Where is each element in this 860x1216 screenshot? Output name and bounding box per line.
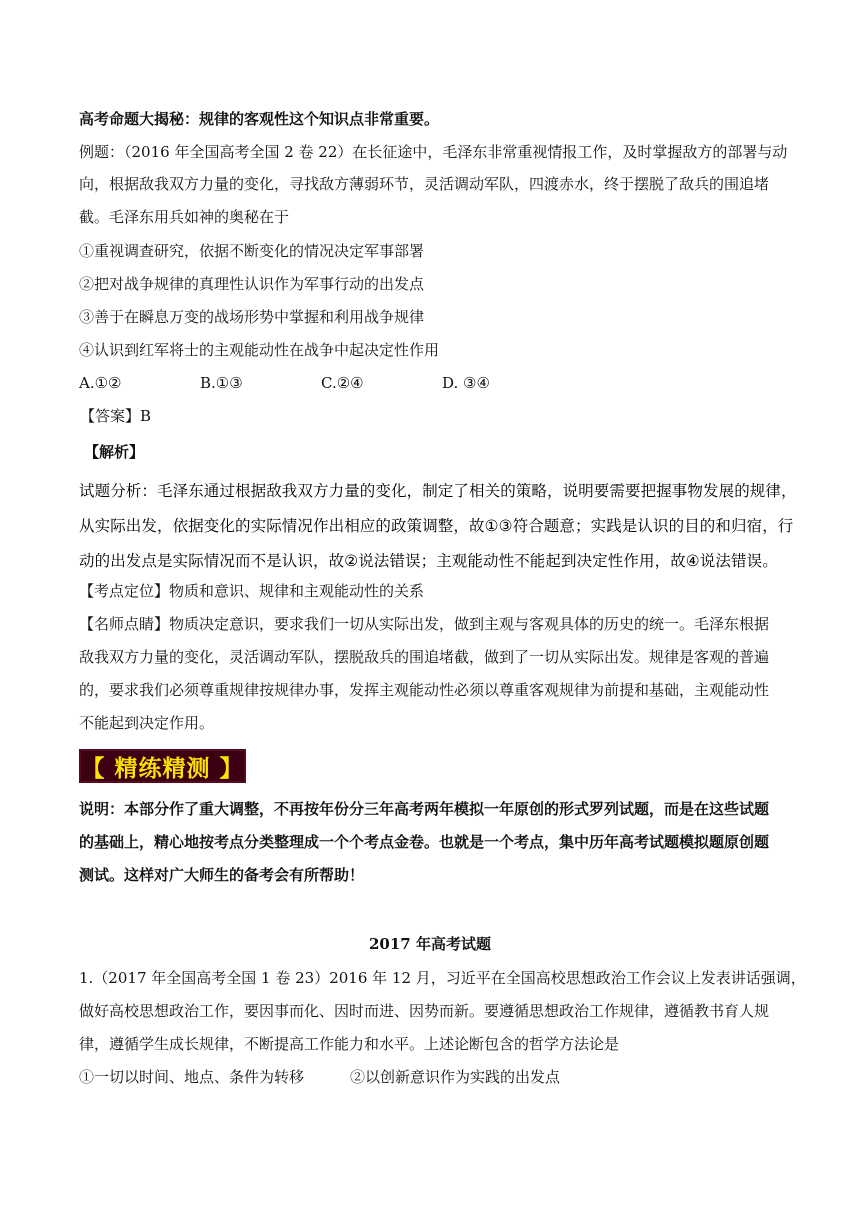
example-line: 向，根据敌我双方力量的变化，寻找敌方薄弱环节，灵活调动军队，四渡赤水，终于摆脱了敌兵的围追堵 bbox=[79, 175, 770, 193]
question-line: 律，遵循学生成长规律，不断提高工作能力和水平。上述论断包含的哲学方法论是 bbox=[79, 1035, 620, 1053]
statement-item: ②把对战争规律的真理性认识作为军事行动的出发点 bbox=[79, 275, 425, 293]
option-c: C.②④ bbox=[321, 374, 364, 392]
section-title: 2017 年高考试题 bbox=[369, 935, 491, 953]
note-line: 的基础上，精心地按考点分类整理成一个个考点金卷。也就是一个考点，集中历年高考试题模拟题原创题 bbox=[79, 833, 770, 851]
analysis-line: 试题分析：毛泽东通过根据敌我双方力量的变化，制定了相关的策略，说明要需要把握事物发展的规律， bbox=[79, 482, 797, 500]
note-line: 测试。这样对广大师生的备考会有所帮助！ bbox=[79, 866, 365, 884]
note-line: 说明：本部分作了重大调整，不再按年份分三年高考两年模拟一年原创的形式罗列试题，而是在这些试题 bbox=[79, 800, 770, 818]
page-heading: 高考命题大揭秘：规律的客观性这个知识点非常重要。 bbox=[79, 110, 440, 128]
statement-item: ④认识到红军将士的主观能动性在战争中起决定性作用 bbox=[79, 341, 440, 359]
option-a: A.①② bbox=[79, 374, 122, 392]
option-b: B.①③ bbox=[200, 374, 243, 392]
analysis-line: 从实际出发，依据变化的实际情况作出相应的政策调整，故①③符合题意；实践是认识的目的和归宿，行 bbox=[79, 517, 794, 535]
question-statement-1: ①一切以时间、地点、条件为转移 bbox=[79, 1068, 305, 1086]
example-line: 例题：（2016 年全国高考全国 2 卷 22）在长征途中，毛泽东非常重视情报工作，及时掌握敌方的部署与动 bbox=[79, 143, 788, 161]
option-d: D. ③④ bbox=[442, 374, 490, 392]
analysis-text-block bbox=[79, 474, 797, 579]
analysis-label: 【解析】 bbox=[84, 443, 145, 461]
statement-item: ③善于在瞬息万变的战场形势中掌握和利用战争规律 bbox=[79, 308, 425, 326]
answer-line: 【答案】B bbox=[80, 407, 152, 425]
statement-item: ①重视调查研究，依据不断变化的情况决定军事部署 bbox=[79, 242, 425, 260]
answer-options bbox=[79, 372, 563, 394]
analysis-line: 动的出发点是实际情况而不是认识，故②说法错误；主观能动性不能起到决定性作用，故④说法错误。 bbox=[79, 552, 778, 570]
mingshi-line: 敌我双方力量的变化，灵活调动军队，摆脱敌兵的围追堵截，做到了一切从实际出发。规律是客观的普遍 bbox=[79, 648, 770, 666]
question-line: 做好高校思想政治工作，要因事而化、因时而进、因势而新。要遵循思想政治工作规律，遵循教书育人规 bbox=[79, 1002, 770, 1020]
mingshi-line: 【名师点睛】物质决定意识，要求我们一切从实际出发，做到主观与客观具体的历史的统一。毛泽东根据 bbox=[79, 615, 770, 633]
section-banner: 【 精练精测 】 bbox=[79, 749, 246, 783]
question-line: 1.（2017 年全国高考全国 1 卷 23）2016 年 12 月，习近平在全国高校思想政治工作会议上发表讲话强调， bbox=[79, 969, 806, 987]
question-statement-2: ②以创新意识作为实践的出发点 bbox=[350, 1068, 561, 1086]
kaodian-line: 【考点定位】物质和意识、规律和主观能动性的关系 bbox=[79, 582, 425, 600]
mingshi-line: 的，要求我们必须尊重规律按规律办事，发挥主观能动性必须以尊重客观规律为前提和基础，主观能动性 bbox=[79, 681, 770, 699]
mingshi-line: 不能起到决定作用。 bbox=[79, 714, 215, 732]
example-line: 截。毛泽东用兵如神的奥秘在于 bbox=[79, 208, 290, 226]
